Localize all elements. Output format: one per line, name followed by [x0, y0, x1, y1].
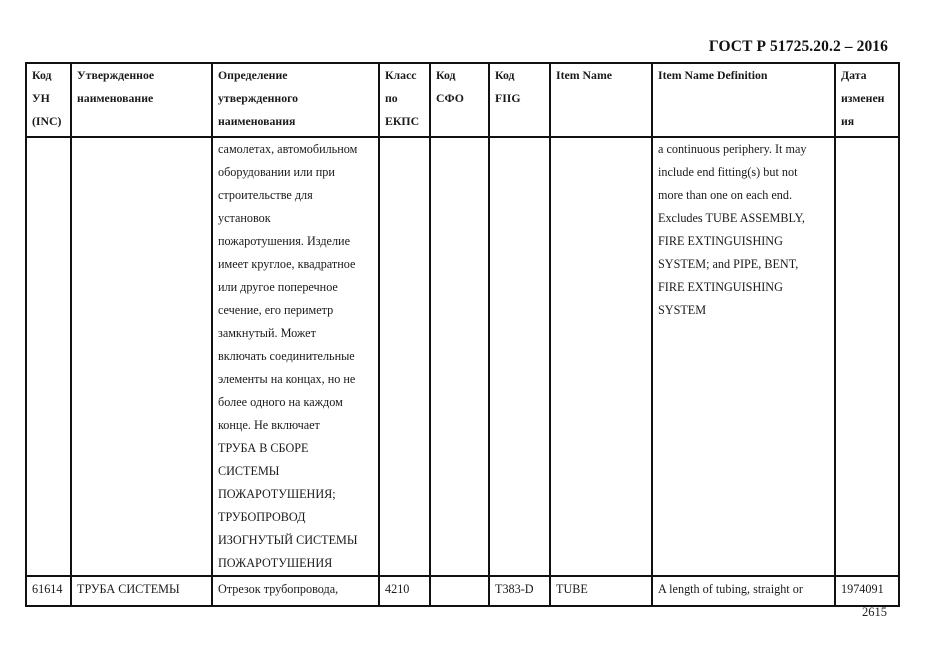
- standard-code-header: ГОСТ Р 51725.20.2 – 2016: [708, 38, 888, 55]
- table-row: [26, 137, 899, 576]
- column-header-fiig-code: Код FIIG: [489, 63, 550, 137]
- column-header-ekps-class: Класс по ЕКПС: [379, 63, 430, 137]
- cell-item-name: TUBE: [550, 576, 652, 606]
- cell-approved-name: ТРУБА СИСТЕМЫ: [71, 576, 212, 606]
- cell-definition: самолетах, автомобильном оборудовании или при строительстве для установок пожаротушения. Изделие имеет круглое, квадратное или другое поперечное сечение, его периметр замкнутый. Может включать соединительные элементы на концах, но не более одного на каждом конце. Не включает ТРУБА В СБОРЕ СИСТЕМЫ ПОЖАРОТУШЕНИЯ; ТРУБОПРОВОД ИЗОГНУТЫЙ СИСТЕМЫ ПОЖАРОТУШЕНИЯ: [212, 137, 379, 576]
- column-header-sfo-code: Код СФО: [430, 63, 489, 137]
- cell-inc: [26, 137, 71, 576]
- cell-item-name-definition: A length of tubing, straight or: [652, 576, 835, 606]
- column-header-definition: Определение утвержденного наименования: [212, 63, 379, 137]
- cell-sfo-code: [430, 137, 489, 576]
- column-header-change-date: Дата изменен ия: [835, 63, 899, 137]
- table-header-row: [26, 63, 899, 137]
- cell-ekps-class: 4210: [379, 576, 430, 606]
- cell-inc: 61614: [26, 576, 71, 606]
- cell-ekps-class: [379, 137, 430, 576]
- cell-item-name: [550, 137, 652, 576]
- cell-definition: Отрезок трубопровода,: [212, 576, 379, 606]
- cell-item-name-definition: a continuous periphery. It may include end fitting(s) but not more than one on each end. Excludes TUBE ASSEMBLY, FIRE EXTINGUISHING SYSTEM; and PIPE, BENT, FIRE EXTINGUISHING SYSTEM: [652, 137, 835, 576]
- column-header-approved-name: Утвержденное наименование: [71, 63, 212, 137]
- column-header-item-name: Item Name: [550, 63, 652, 137]
- cell-sfo-code: [430, 576, 489, 606]
- cell-fiig-code: [489, 137, 550, 576]
- table-row: [26, 576, 899, 606]
- cell-change-date: 1974091: [835, 576, 899, 606]
- page-number: 2615: [862, 605, 887, 619]
- cell-fiig-code: T383-D: [489, 576, 550, 606]
- column-header-item-name-definition: Item Name Definition: [652, 63, 835, 137]
- nomenclature-table: [25, 62, 900, 607]
- cell-approved-name: [71, 137, 212, 576]
- column-header-inc: Код УН (INC): [26, 63, 71, 137]
- cell-change-date: [835, 137, 899, 576]
